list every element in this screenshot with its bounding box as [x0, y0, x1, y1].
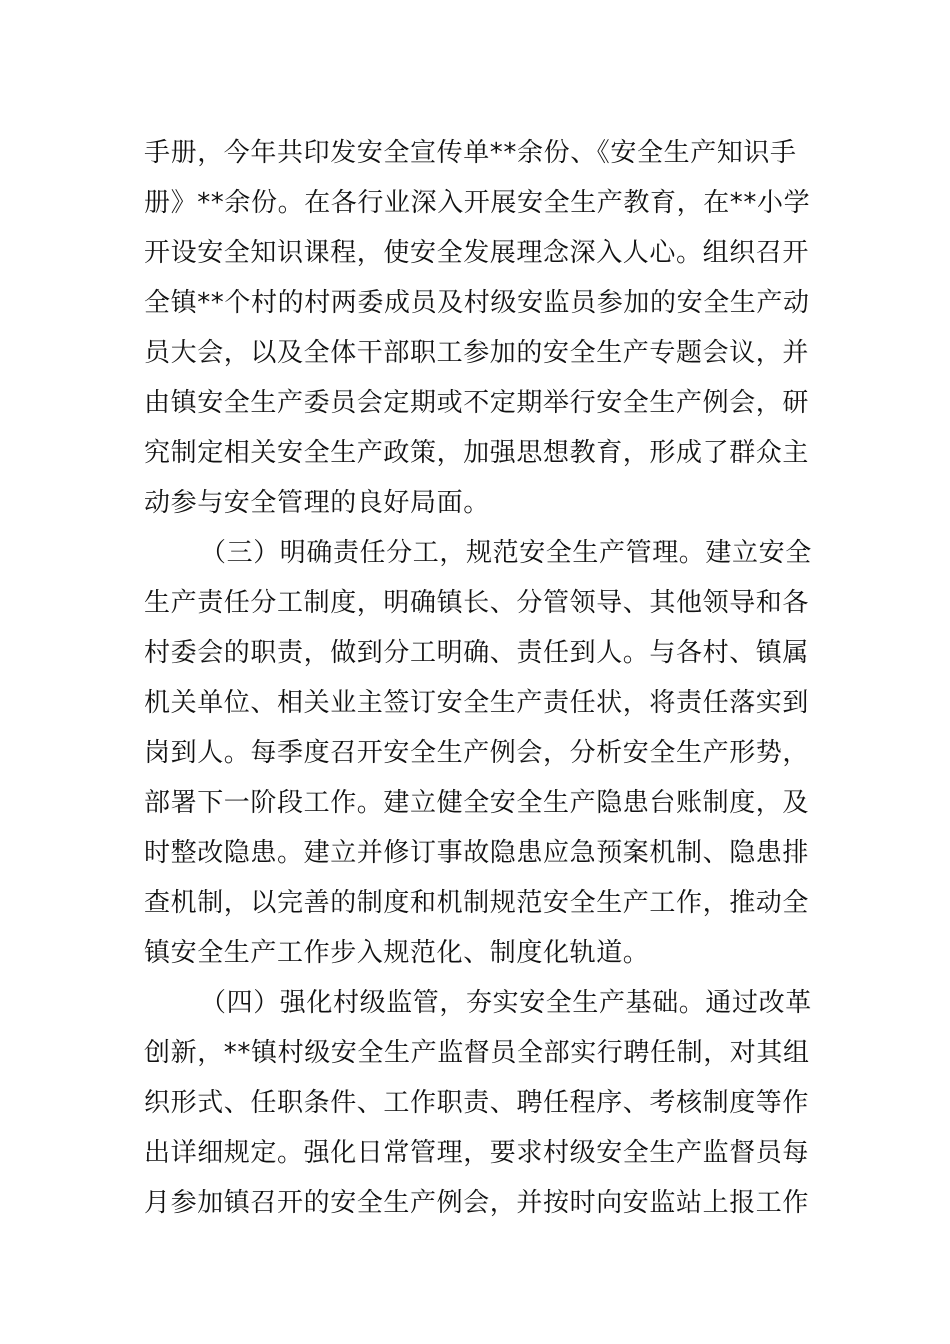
section-heading-line: （三）明确责任分工，规范安全生产管理。建立安全: [200, 538, 812, 568]
text-line: 册》**余份。在各行业深入开展安全生产教育，在**小学: [144, 188, 811, 218]
body-text: [144, 128, 812, 1228]
text-line: 村委会的职责，做到分工明确、责任到人。与各村、镇属: [144, 638, 810, 668]
section-heading-line: （四）强化村级监管，夯实安全生产基础。通过改革: [200, 988, 812, 1018]
text-line: 手册，今年共印发安全宣传单**余份、《安全生产知识手: [144, 138, 797, 168]
text-line: 月参加镇召开的安全生产例会，并按时向安监站上报工作: [144, 1188, 810, 1218]
text-line: 究制定相关安全生产政策，加强思想教育，形成了群众主: [144, 438, 810, 468]
text-line: 岗到人。每季度召开安全生产例会，分析安全生产形势，: [144, 738, 810, 768]
text-line: 镇安全生产工作步入规范化、制度化轨道。: [144, 938, 650, 968]
text-line: 员大会，以及全体干部职工参加的安全生产专题会议，并: [144, 338, 810, 368]
text-line: 由镇安全生产委员会定期或不定期举行安全生产例会，研: [144, 388, 810, 418]
text-line: 开设安全知识课程，使安全发展理念深入人心。组织召开: [144, 238, 810, 268]
text-line: 部署下一阶段工作。建立健全安全生产隐患台账制度，及: [144, 788, 810, 818]
text-line: 查机制，以完善的制度和机制规范安全生产工作，推动全: [144, 888, 810, 918]
text-line: 机关单位、相关业主签订安全生产责任状，将责任落实到: [144, 688, 810, 718]
text-line: 织形式、任职条件、工作职责、聘任程序、考核制度等作: [144, 1088, 810, 1118]
text-line: 时整改隐患。建立并修订事故隐患应急预案机制、隐患排: [144, 838, 810, 868]
text-line: 动参与安全管理的良好局面。: [144, 488, 490, 518]
text-line: 出详细规定。强化日常管理，要求村级安全生产监督员每: [144, 1138, 810, 1168]
text-line: 全镇**个村的村两委成员及村级安监员参加的安全生产动: [144, 288, 810, 318]
text-line: 生产责任分工制度，明确镇长、分管领导、其他领导和各: [144, 588, 810, 618]
text-line: 创新，**镇村级安全生产监督员全部实行聘任制，对其组: [144, 1038, 810, 1068]
